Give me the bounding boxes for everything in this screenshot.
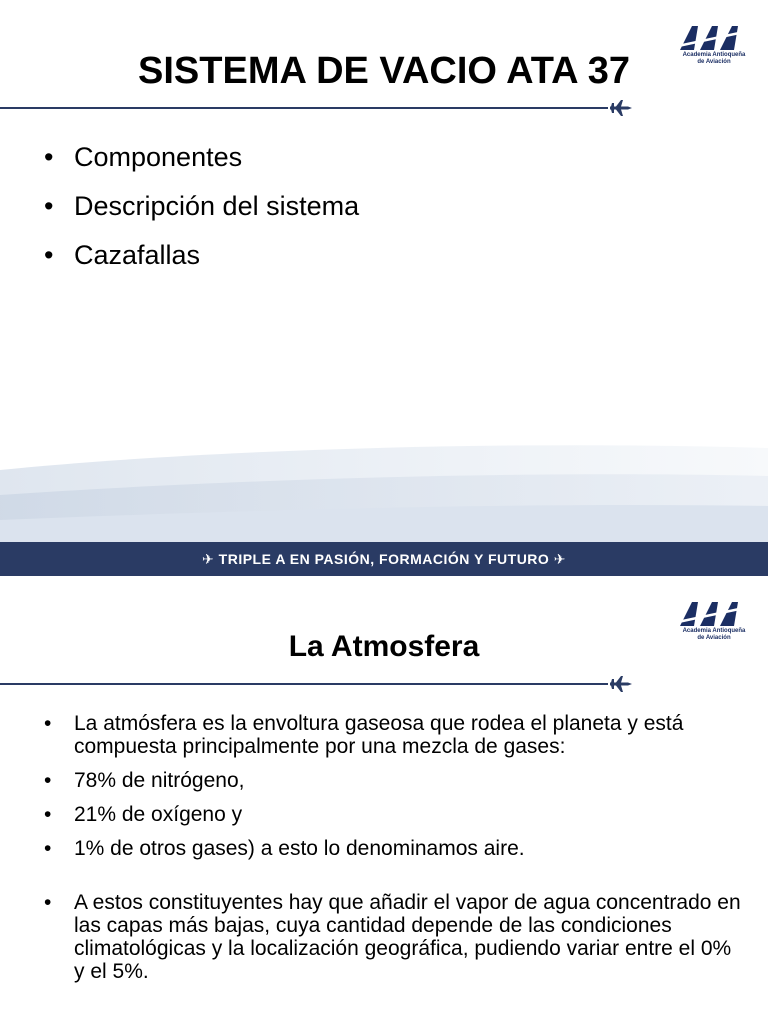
footer-slogan-band: ✈ TRIPLE A EN PASIÓN, FORMACIÓN Y FUTURO ✈	[0, 542, 768, 576]
bullet-icon: •	[44, 803, 52, 826]
list-item: • 78% de nitrógeno,	[44, 769, 245, 792]
logo-caption: Academia Antioqueña de Aviación	[682, 628, 746, 641]
aaa-logo-mark-icon	[676, 598, 748, 628]
title-underline-airplane-rule	[0, 98, 640, 118]
bullet-icon: •	[44, 142, 54, 172]
slide-1-title: SISTEMA DE VACIO ATA 37	[138, 50, 630, 92]
list-item: • 21% de oxígeno y	[44, 803, 243, 826]
list-item: • Cazafallas	[44, 240, 201, 270]
bullet-icon: •	[44, 240, 54, 270]
list-item: • 1% de otros gases) a esto lo denominamos aire.	[44, 837, 525, 860]
bullet-icon: •	[44, 891, 52, 914]
bullet-icon: •	[44, 191, 54, 221]
logo-caption: Academia Antioqueña de Aviación	[682, 52, 746, 65]
airplane-icon	[610, 676, 632, 692]
list-item: • Componentes	[44, 142, 243, 172]
slide-2-bullet-list	[44, 712, 744, 994]
bullet-icon: •	[44, 837, 52, 860]
slide-2	[0, 582, 768, 1024]
aaa-logo	[676, 22, 748, 78]
slide-1-bullet-list	[44, 140, 724, 287]
aaa-logo-mark-icon	[676, 22, 748, 52]
list-item: • A estos constituyentes hay que añadir el vapor de agua concentrado en las capas más bajas, cuya cantidad depende de las condiciones climatológicas y la localización geográfica, pudiendo variar entre el 0% y el 5%.	[44, 891, 741, 983]
list-item: • Descripción del sistema	[44, 191, 360, 221]
slide-2-title: La Atmosfera	[288, 630, 480, 663]
title-underline-airplane-rule	[0, 674, 640, 694]
list-item: • La atmósfera es la envoltura gaseosa que rodea el planeta y está compuesta principalmente por una mezcla de gases:	[44, 712, 684, 758]
decorative-swoosh	[0, 440, 768, 542]
airplane-icon	[610, 100, 632, 116]
bullet-icon: •	[44, 769, 52, 792]
bullet-icon: •	[44, 712, 52, 735]
